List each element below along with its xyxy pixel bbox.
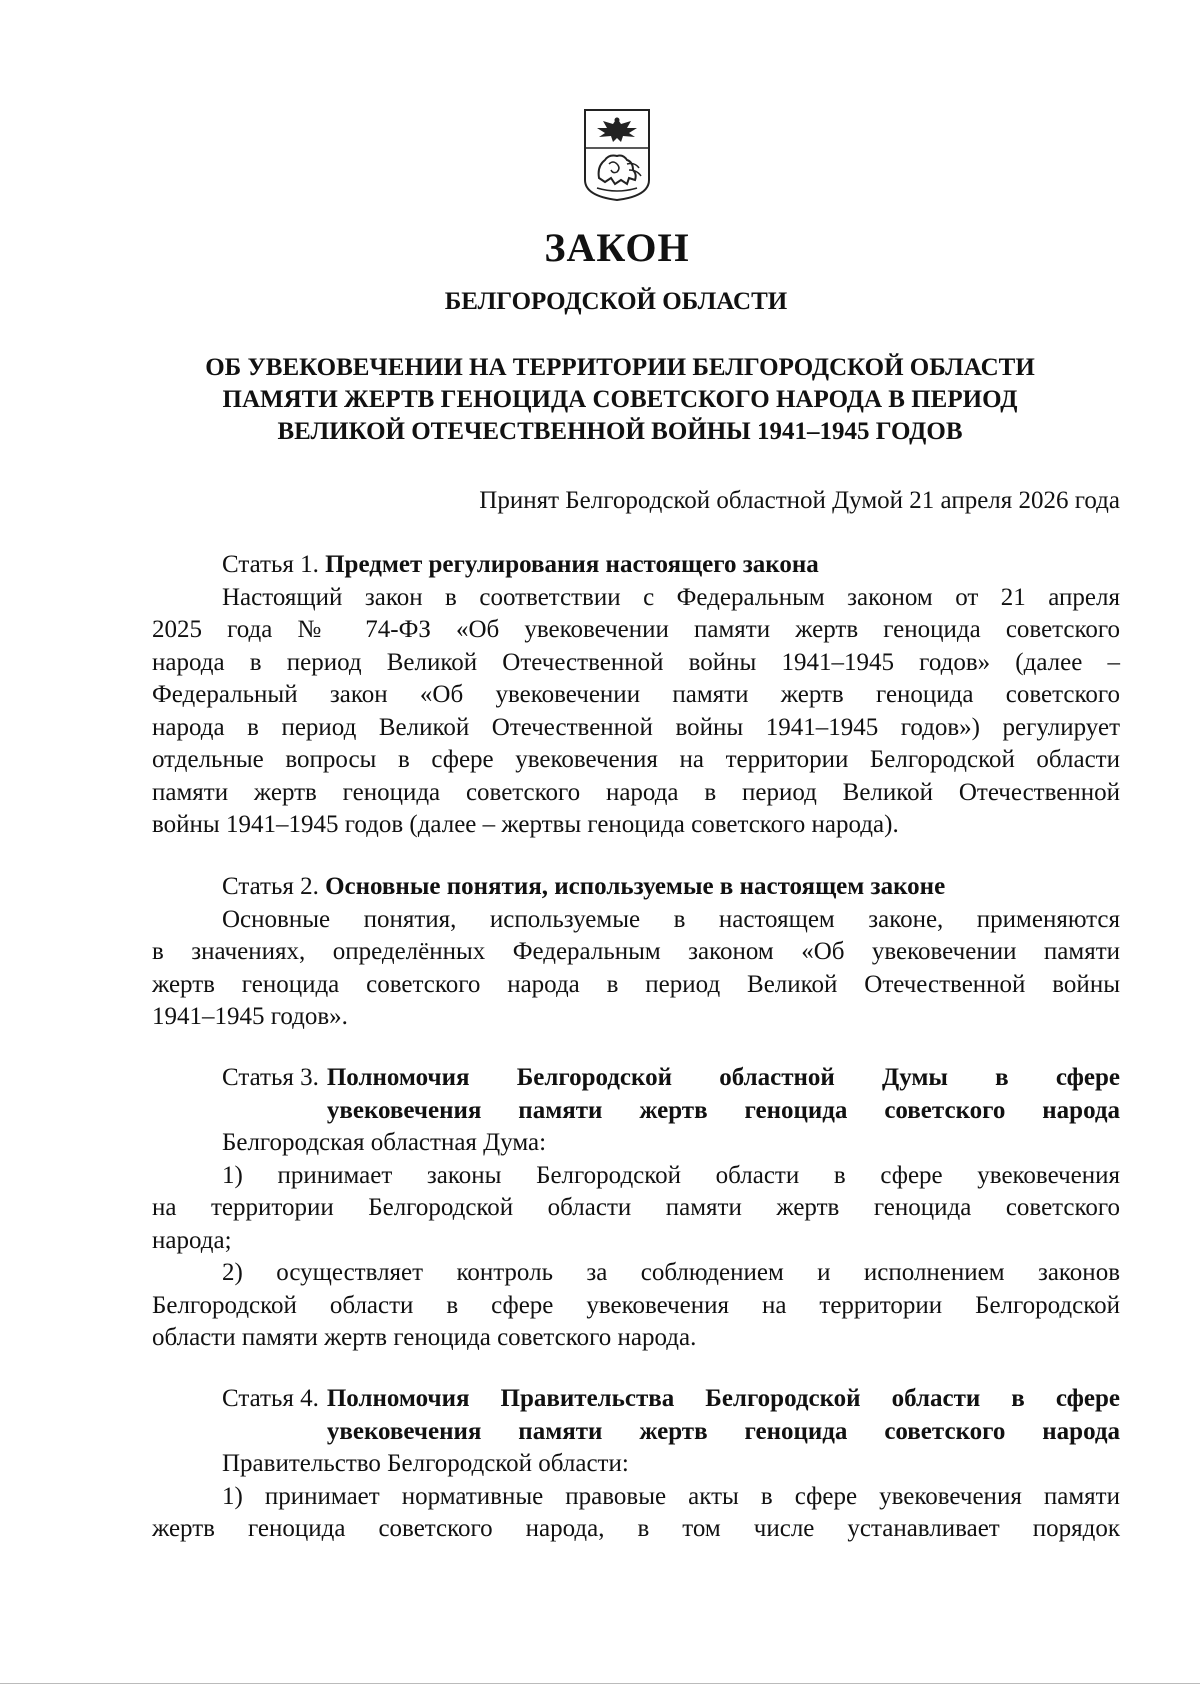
paragraph-line: 1941–1945 годов». xyxy=(152,1003,348,1030)
paragraph-line: Настоящий закон в соответствии с Федеральным законом от 21 апреля xyxy=(222,583,1120,611)
article-2 xyxy=(152,871,1120,1034)
article-1-heading xyxy=(152,549,1120,582)
paragraph-line: отдельные вопросы в сфере увековечения на территории Белгородской области xyxy=(152,746,1120,773)
paragraph-line: 1) принимает нормативные правовые акты в сфере увековечения памяти xyxy=(222,1482,1120,1510)
article-1 xyxy=(152,549,1120,842)
document-title: ЗАКОН xyxy=(544,225,690,270)
paragraph-line: 1) принимает законы Белгородской области в сфере увековечения xyxy=(222,1161,1120,1189)
document-subtitle: БЕЛГОРОДСКОЙ ОБЛАСТИ xyxy=(444,288,788,315)
article-2-label: Статья 2. xyxy=(222,873,319,900)
paragraph-line: Белгородской области в сфере увековечения на территории Белгородской xyxy=(152,1291,1120,1319)
headline-line: ОБ УВЕКОВЕЧЕНИИ НА ТЕРРИТОРИИ БЕЛГОРОДСКОЙ ОБЛАСТИ xyxy=(205,354,1035,381)
article-3-title-line: увековечения памяти жертв геноцида советского народа xyxy=(326,1096,1120,1124)
coat-of-arms-icon xyxy=(583,108,651,202)
scan-edge-line xyxy=(0,1683,1200,1684)
article-4-heading xyxy=(152,1383,1120,1448)
paragraph-line: 2) осуществляет контроль за соблюдением и исполнением законов xyxy=(222,1259,1120,1286)
paragraph-line: жертв геноцида советского народа, в том числе устанавливает порядок xyxy=(152,1515,1120,1542)
paragraph-line: на территории Белгородской области памяти жертв геноцида советского xyxy=(152,1194,1120,1221)
article-4 xyxy=(152,1383,1120,1546)
adoption-note: Принят Белгородской областной Думой 21 апреля 2026 года xyxy=(479,487,1120,514)
law-headline xyxy=(150,352,1090,448)
article-3-heading xyxy=(152,1062,1120,1127)
article-3-title xyxy=(327,1062,1120,1127)
article-2-title: Основные понятия, используемые в настоящем законе xyxy=(325,873,946,900)
article-3 xyxy=(152,1062,1120,1355)
paragraph-line: области памяти жертв геноцида советского народа. xyxy=(152,1324,697,1351)
headline-line: ВЕЛИКОЙ ОТЕЧЕСТВЕННОЙ ВОЙНЫ 1941–1945 ГОДОВ xyxy=(277,418,963,445)
coat-of-arms-emblem xyxy=(583,108,651,202)
paragraph-line: в значениях, определённых Федеральным законом «Об увековечении памяти xyxy=(152,938,1120,965)
article-1-title: Предмет регулирования настоящего закона xyxy=(325,551,819,578)
article-2-heading xyxy=(152,871,1120,904)
article-3-label: Статья 3. xyxy=(222,1064,319,1091)
article-1-label: Статья 1. xyxy=(222,551,319,578)
paragraph-line: народа в период Великой Отечественной войны 1941–1945 годов») регулирует xyxy=(152,713,1120,741)
article-4-title-line: увековечения памяти жертв геноцида советского народа xyxy=(326,1417,1120,1445)
article-3-title-line: Полномочия Белгородской областной Думы в сфере xyxy=(326,1064,1120,1091)
article-3-intro: Белгородская областная Дума: xyxy=(222,1129,547,1156)
headline-line: ПАМЯТИ ЖЕРТВ ГЕНОЦИДА СОВЕТСКОГО НАРОДА В ПЕРИОД xyxy=(222,386,1018,413)
paragraph-line: памяти жертв геноцида советского народа в период Великой Отечественной xyxy=(152,778,1120,806)
article-4-title-line: Полномочия Правительства Белгородской области в сфере xyxy=(326,1385,1120,1412)
paragraph-line: Основные понятия, используемые в настоящем законе, применяются xyxy=(222,905,1120,933)
paragraph-line: войны 1941–1945 годов (далее – жертвы геноцида советского народа). xyxy=(152,811,899,838)
paragraph-line: Федеральный закон «Об увековечении памяти жертв геноцида советского xyxy=(152,681,1120,708)
paragraph-line: народа в период Великой Отечественной войны 1941–1945 годов» (далее – xyxy=(152,648,1120,676)
article-4-title xyxy=(327,1383,1120,1448)
paragraph-line: жертв геноцида советского народа в период Великой Отечественной войны xyxy=(152,970,1120,998)
article-4-label: Статья 4. xyxy=(222,1385,319,1412)
paragraph-line: народа; xyxy=(152,1226,232,1254)
article-4-intro: Правительство Белгородской области: xyxy=(222,1450,629,1477)
paragraph-line: 2025 года № 74-ФЗ «Об увековечении памяти жертв геноцида советского xyxy=(152,616,1120,643)
